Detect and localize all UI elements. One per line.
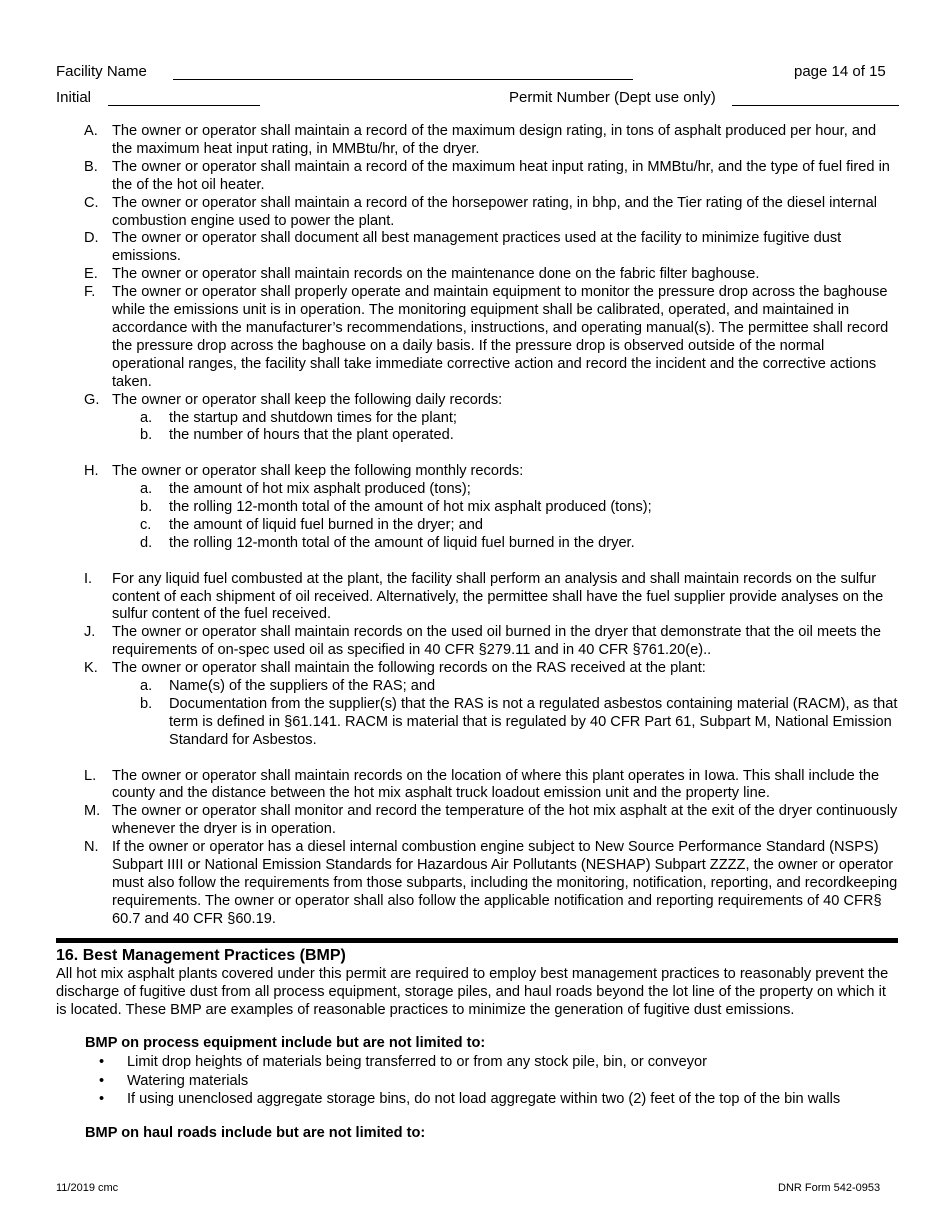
list-item-l (56, 768, 898, 804)
sublist-item-text: the amount of liquid fuel burned in the dryer; and (169, 516, 483, 533)
list-marker: I. (84, 570, 93, 587)
sublist-item (112, 696, 898, 750)
sublist-item-text: the startup and shutdown times for the plant; (169, 409, 457, 426)
list-item-a (56, 123, 898, 159)
sublist-item (112, 427, 898, 445)
sublist-marker: b. (140, 695, 153, 712)
bullet-icon: • (99, 1072, 105, 1089)
facility-name-label: Facility Name (56, 63, 147, 80)
spacer (112, 553, 898, 571)
bullet-icon: • (99, 1054, 105, 1071)
list-item-text: The owner or operator shall maintain the following records on the RAS received at the plant: (112, 660, 706, 677)
page-content (56, 123, 898, 1143)
list-item-text: The owner or operator shall properly operate and maintain equipment to monitor the pressure drop across the baghouse while the emissions unit is in operation. The monitoring equipment shall be calibrated, operated, and maintained in accordance with the manufacturer’s recommendations, instructions, and operating manual(s). The permittee shall record the pressure drop across the baghouse on a daily basis. If the pressure drop is observed outside of the normal operational ranges, the facility shall take immediate corrective action and record the incident and the corrective actions taken. (112, 284, 889, 390)
sublist-item (112, 499, 898, 517)
sublist-marker: b. (140, 499, 153, 516)
sublist-item (112, 481, 898, 499)
process-equipment-heading: BMP on process equipment include but are not limited to: (85, 1035, 486, 1052)
list-item-text: The owner or operator shall maintain records on the maintenance done on the fabric filter baghouse. (112, 266, 760, 283)
list-marker: M. (84, 803, 101, 820)
list-marker: E. (84, 266, 98, 283)
spacer (112, 750, 898, 768)
list-item-text: The owner or operator shall maintain records on the location of where this plant operates in Iowa. This shall include the county and the distance between the hot mix asphalt truck loadout emission unit and the property line. (112, 767, 880, 802)
bullet-text: Watering materials (127, 1072, 249, 1089)
sublist-marker: a. (140, 678, 153, 695)
facility-name-field[interactable] (173, 79, 633, 80)
list-item-text: The owner or operator shall keep the following monthly records: (112, 463, 524, 480)
records-list (56, 123, 898, 929)
list-marker: H. (84, 463, 99, 480)
list-marker: D. (84, 230, 99, 247)
sublist-marker: d. (140, 534, 153, 551)
list-item-text: The owner or operator shall maintain records on the used oil burned in the dryer that demonstrate that the oil meets the requirements of on-spec used oil as specified in 40 CFR §279.11 and in 40 CFR §761.20(e).. (112, 624, 882, 659)
list-marker: K. (84, 660, 98, 677)
sublist-marker: a. (140, 481, 153, 498)
permit-number-label: Permit Number (Dept use only) (509, 89, 716, 106)
list-marker: J. (84, 624, 96, 641)
footer-date: 11/2019 cmc (56, 1182, 119, 1194)
haul-roads-heading: BMP on haul roads include but are not limited to: (85, 1124, 426, 1141)
list-item-m (56, 803, 898, 839)
sublist-item-text: the rolling 12-month total of the amount of hot mix asphalt produced (tons); (169, 499, 652, 516)
list-item-text: The owner or operator shall maintain a record of the maximum heat input rating, in MMBtu/hr, and the type of fuel fired in the of the hot oil heater. (112, 158, 890, 193)
bullet-item (56, 1090, 898, 1109)
bullet-item (56, 1072, 898, 1091)
daily-records-sublist (112, 410, 898, 446)
list-item-text: The owner or operator shall maintain a record of the maximum design rating, in tons of asphalt produced per hour, and the maximum heat input rating, in MMBtu/hr, of the dryer. (112, 123, 877, 157)
list-item-text: The owner or operator shall maintain a record of the horsepower rating, in bhp, and the Tier rating of the diesel internal combustion engine used to power the plant. (112, 194, 877, 229)
ras-records-sublist (112, 678, 898, 750)
permit-number-field[interactable] (732, 105, 899, 106)
bullet-text: If using unenclosed aggregate storage bins, do not load aggregate within two (2) feet of the top of the bin walls (127, 1091, 841, 1108)
initial-label: Initial (56, 89, 92, 106)
list-marker: C. (84, 194, 99, 211)
list-item-text: If the owner or operator has a diesel internal combustion engine subject to New Source Performance Standard (NSPS) Subpart IIII or National Emission Standards for Hazardous Air Pollutants (NESHAP) Subpart ZZZZ, the owner or operator must also follow the requirements from those subparts, including the monitoring, notification, reporting, and recordkeeping requirements. The owner or operator shall also follow the applicable notification and reporting requirements of 40 CFR§ 60.7 and 40 CFR §60.19. (112, 839, 898, 927)
list-marker: N. (84, 839, 99, 856)
initial-field[interactable] (108, 105, 260, 106)
bullet-icon: • (99, 1091, 105, 1108)
list-item-text: For any liquid fuel combusted at the plant, the facility shall perform an analysis and shall maintain records on the sulfur content of each shipment of oil received. Alternatively, the permittee shall have the fuel supplier provide analyses on the sulfur content of the fuel received. (112, 570, 884, 623)
list-item-i (56, 571, 898, 625)
sublist-item-text: Documentation from the supplier(s) that the RAS is not a regulated asbestos containing material (RACM), as that term is defined in §61.141. RACM is material that is regulated by 40 CFR Part 61, Subpart M, National Emission Standard for Asbestos. (169, 695, 898, 748)
list-item-c (56, 195, 898, 231)
list-marker: F. (84, 284, 96, 301)
sublist-marker: a. (140, 409, 153, 426)
list-marker: G. (84, 391, 100, 408)
list-item-e (56, 266, 898, 284)
page-number: page 14 of 15 (794, 63, 886, 80)
process-equipment-bullets (56, 1053, 898, 1109)
sublist-item (112, 678, 898, 696)
footer-form-number: DNR Form 542-0953 (778, 1182, 881, 1194)
section-divider (56, 938, 898, 943)
spacer (112, 445, 898, 463)
list-item-text: The owner or operator shall monitor and record the temperature of the hot mix asphalt at the exit of the dryer continuously whenever the dryer is in operation. (112, 803, 898, 838)
list-item-d (56, 230, 898, 266)
sublist-item (112, 535, 898, 553)
list-item-h (56, 463, 898, 570)
list-marker: B. (84, 158, 98, 175)
list-item-b (56, 159, 898, 195)
list-item-n (56, 839, 898, 929)
section-title: 16. Best Management Practices (BMP) (56, 946, 346, 964)
sublist-marker: c. (140, 516, 152, 533)
sublist-item-text: the number of hours that the plant operated. (169, 427, 454, 444)
list-marker: L. (84, 767, 97, 784)
sublist-item-text: Name(s) of the suppliers of the RAS; and (169, 678, 436, 695)
list-item-k (56, 660, 898, 767)
bullet-text: Limit drop heights of materials being transferred to or from any stock pile, bin, or conveyor (127, 1054, 707, 1071)
sublist-item-text: the rolling 12-month total of the amount of liquid fuel burned in the dryer. (169, 534, 635, 551)
list-item-text: The owner or operator shall keep the following daily records: (112, 391, 503, 408)
list-item-f (56, 284, 898, 391)
list-item-text: The owner or operator shall document all best management practices used at the facility to minimize fugitive dust emissions. (112, 230, 842, 265)
list-item-g (56, 392, 898, 464)
sublist-marker: b. (140, 427, 153, 444)
sublist-item-text: the amount of hot mix asphalt produced (tons); (169, 481, 471, 498)
list-marker: A. (84, 123, 98, 139)
sublist-item (112, 517, 898, 535)
monthly-records-sublist (112, 481, 898, 553)
sublist-item (112, 410, 898, 428)
section-intro: All hot mix asphalt plants covered under this permit are required to employ best management practices to reasonably prevent the discharge of fugitive dust from all process equipment, storage piles, and haul roads beyond the lot line of the property on which it is located. These BMP are examples of reasonable practices to minimize the generation of fugitive dust emissions. (56, 965, 889, 1018)
list-item-j (56, 624, 898, 660)
bullet-item (56, 1053, 898, 1072)
